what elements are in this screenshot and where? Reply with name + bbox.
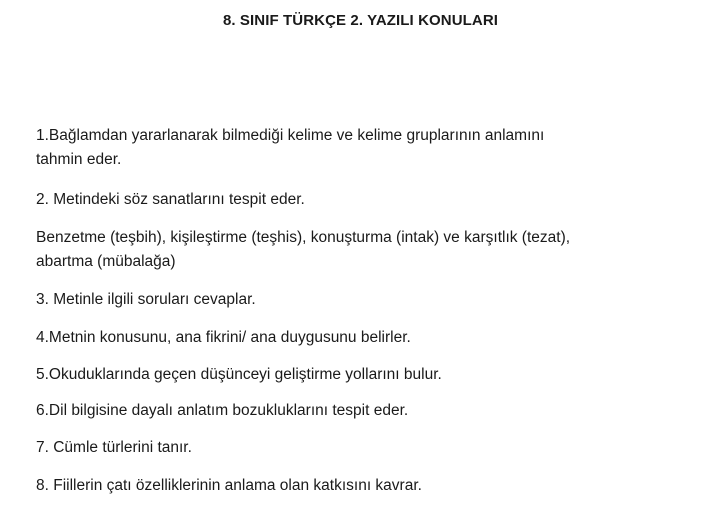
topic-4: 4.Metnin konusunu, ana fikrini/ ana duygusunu belirler. [36, 329, 411, 346]
document-title: 8. SINIF TÜRKÇE 2. YAZILI KONULARI [222, 12, 499, 29]
topic-2-detail-line-2: abartma (mübalağa) [36, 253, 176, 270]
topic-7: 7. Cümle türlerini tanır. [36, 439, 192, 456]
topic-6: 6.Dil bilgisine dayalı anlatım bozukluklarını tespit eder. [36, 402, 409, 419]
topic-1-line-2: tahmin eder. [36, 151, 122, 168]
topic-1-line-1: 1.Bağlamdan yararlanarak bilmediği kelime ve kelime gruplarının anlamını [36, 127, 545, 144]
topic-2: 2. Metindeki söz sanatlarını tespit eder. [36, 191, 305, 208]
topic-8: 8. Fiillerin çatı özelliklerinin anlama olan katkısını kavrar. [36, 477, 422, 494]
topic-5: 5.Okuduklarında geçen düşünceyi geliştirme yollarını bulur. [36, 366, 442, 383]
topic-2-detail-line-1: Benzetme (teşbih), kişileştirme (teşhis), konuşturma (intak) ve karşıtlık (tezat), [36, 229, 571, 246]
topic-3: 3. Metinle ilgili soruları cevaplar. [36, 291, 256, 308]
